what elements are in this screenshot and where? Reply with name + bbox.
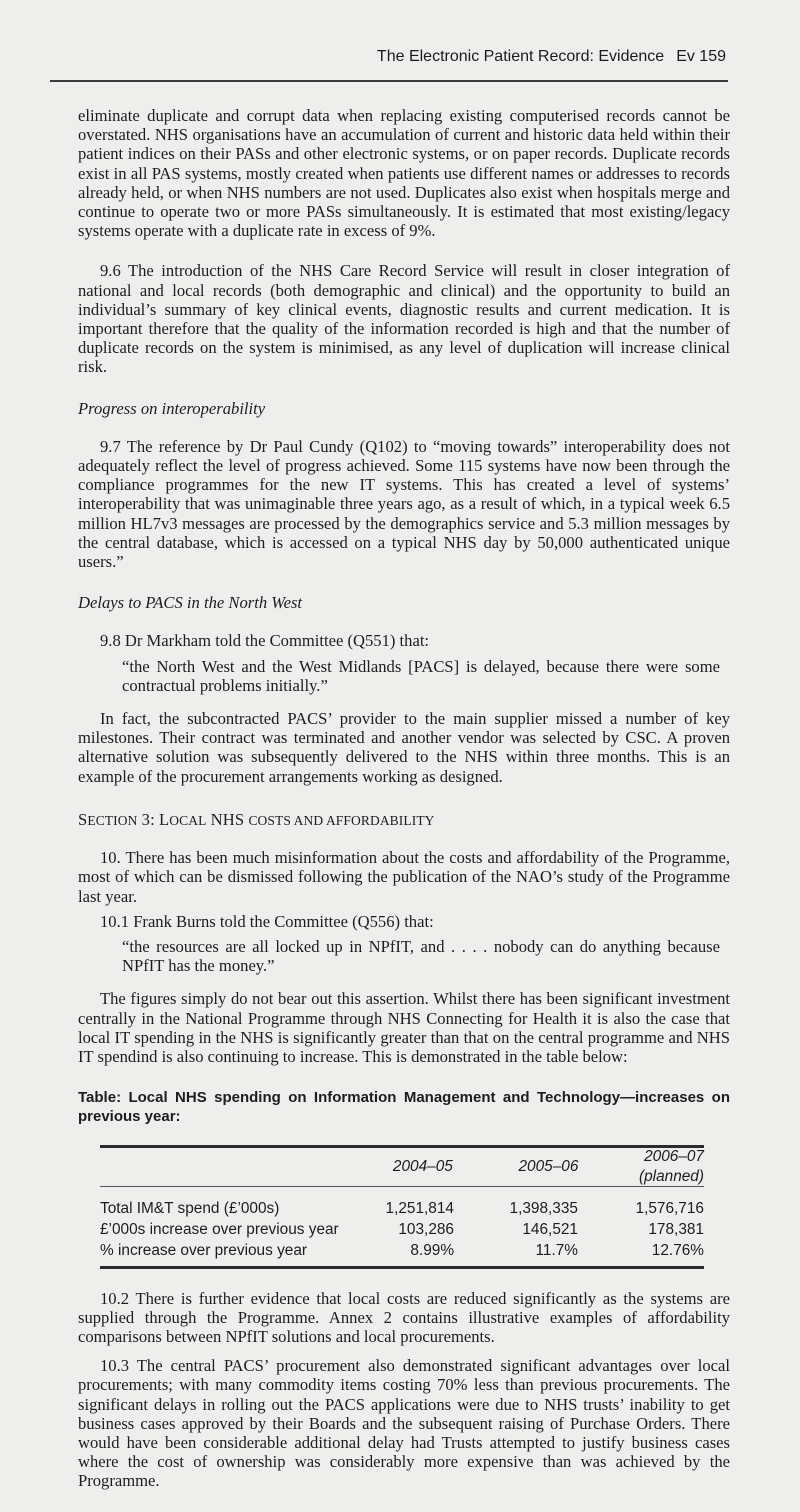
quote-10-1: “the resources are all locked up in NPfIT, and . . . . nobody can do anything because NPfIT has the money.”	[122, 936, 720, 976]
table-body	[100, 1187, 704, 1266]
running-header	[377, 48, 726, 66]
heading-delays-pacs: Delays to PACS in the North West	[78, 593, 303, 613]
table-cell: 103,286	[398, 1221, 454, 1239]
paragraph-10-1-continued: The figures simply do not bear out this assertion. Whilst there has been significant investment centrally in the National Programme through NHS Connecting for Health it is also the case that local IT spending in the NHS is significantly greater than that on the central programme and NHS IT spendind is also continuing to increase. This is demonstrated in the table below:	[78, 989, 730, 1066]
table-row	[100, 1220, 704, 1241]
paragraph-10-1: 10.1 Frank Burns told the Committee (Q556) that:	[100, 911, 434, 931]
page-number: Ev 159	[676, 48, 726, 65]
section-3-heading: SECTION 3: LOCAL NHS COSTS AND AFFORDABILITY	[78, 809, 435, 829]
paragraph-9-8: 9.8 Dr Markham told the Committee (Q551) that:	[100, 631, 430, 651]
paragraph-10: 10. There has been much misinformation about the costs and affordability of the Programme, most of which can be dismissed following the publication of the NAO’s study of the Programme last year.	[78, 848, 730, 906]
table-bottom-rule	[100, 1266, 704, 1269]
paragraph-10-2: 10.2 There is further evidence that local costs are reduced significantly as the systems are supplied through the Programme. Annex 2 contains illustrative examples of affordability comparisons between NPfIT solutions and local procurements.	[78, 1288, 730, 1346]
table-cell: 8.99%	[410, 1242, 454, 1260]
table-col-header: 2004–05	[392, 1157, 453, 1175]
table-cell: 1,398,335	[509, 1200, 578, 1218]
spending-table	[100, 1145, 704, 1269]
paragraph-9-6: 9.6 The introduction of the NHS Care Record Service will result in closer integration of national and local records (both demographic and clinical) and the opportunity to build an individual’s summary of key clinical events, diagnostic results and current medication. It is important therefore that the quality of the information recorded is high and that the number of duplicate records on the system is minimised, as any level of duplication will increase clinical risk.	[78, 261, 730, 377]
header-title: The Electronic Patient Record: Evidence	[376, 48, 665, 65]
paragraph-9-7: 9.7 The reference by Dr Paul Cundy (Q102) to “moving towards” interoperability does not adequately reflect the level of progress achieved. Some 115 systems have now been through the compliance programmes for the new IT systems. This has created a level of systems’ interoperability that was unimaginable three years ago, as a result of which, in a typical week 6.5 million HL7v3 messages are processed by the demographics service and 5.3 million messages by the central database, which is accessed on a typical NHS day by 50,000 authenticated unique users.”	[78, 436, 730, 572]
paragraph-continuation: eliminate duplicate and corrupt data when replacing existing computerised records cannot be overstated. NHS organisations have an accumulation of current and historic data held within their patient indices on their PASs and other electronic systems, or on paper records. Duplicate records exist in all PAS systems, mostly created when patients use different names or addresses to records already held, or when NHS numbers are not used. Duplicates also exist when hospitals merge and continue to operate two or more PASs simultaneously. It is estimated that most existing/legacy systems operate with a duplicate rate in excess of 9%.	[78, 106, 730, 241]
table-cell: 11.7%	[535, 1242, 578, 1260]
paragraph-10-3: 10.3 The central PACS’ procurement also demonstrated significant advantages over local procurements; with many commodity items costing 70% less than previous procurements. The significant delays in rolling out the PACS applications were due to NHS trusts’ inability to get business cases approved by their Boards and the subsequent raising of Purchase Orders. There would have been considerable additional delay had Trusts attempted to justify business cases where the cost of ownership was considerably more expensive than was achieved by the Programme.	[78, 1356, 730, 1491]
table-col-header: 2006–07 (planned)	[638, 1148, 704, 1185]
table-row-label: Total IM&T spend (£’000s)	[100, 1200, 280, 1218]
table-header-row	[100, 1148, 704, 1186]
quote-9-8: “the North West and the West Midlands [PACS] is delayed, because there were some contractual problems initially.”	[122, 656, 720, 695]
table-cell: 1,576,716	[635, 1200, 704, 1218]
table-cell: 146,521	[522, 1221, 578, 1239]
table-caption: Table: Local NHS spending on Information Management and Technology—increases on previous year:	[78, 1089, 730, 1126]
header-rule	[50, 80, 728, 82]
table-cell: 1,251,814	[385, 1200, 454, 1218]
table-row-label: £’000s increase over previous year	[100, 1221, 339, 1239]
table-cell: 12.76%	[651, 1242, 704, 1260]
table-row	[100, 1199, 704, 1220]
table-cell: 178,381	[648, 1221, 704, 1239]
body-text	[78, 106, 730, 1512]
table-row	[100, 1241, 704, 1262]
heading-progress-interoperability: Progress on interoperability	[78, 398, 266, 418]
paragraph-9-8-continued: In fact, the subcontracted PACS’ provider to the main supplier missed a number of key milestones. Their contract was terminated and another vendor was selected by CSC. A proven alternative solution was subsequently delivered to the NHS within three months. This is an example of the procurement arrangements working as designed.	[78, 709, 730, 786]
table-row-label: % increase over previous year	[100, 1242, 308, 1260]
table-col-header: 2005–06	[518, 1157, 579, 1175]
